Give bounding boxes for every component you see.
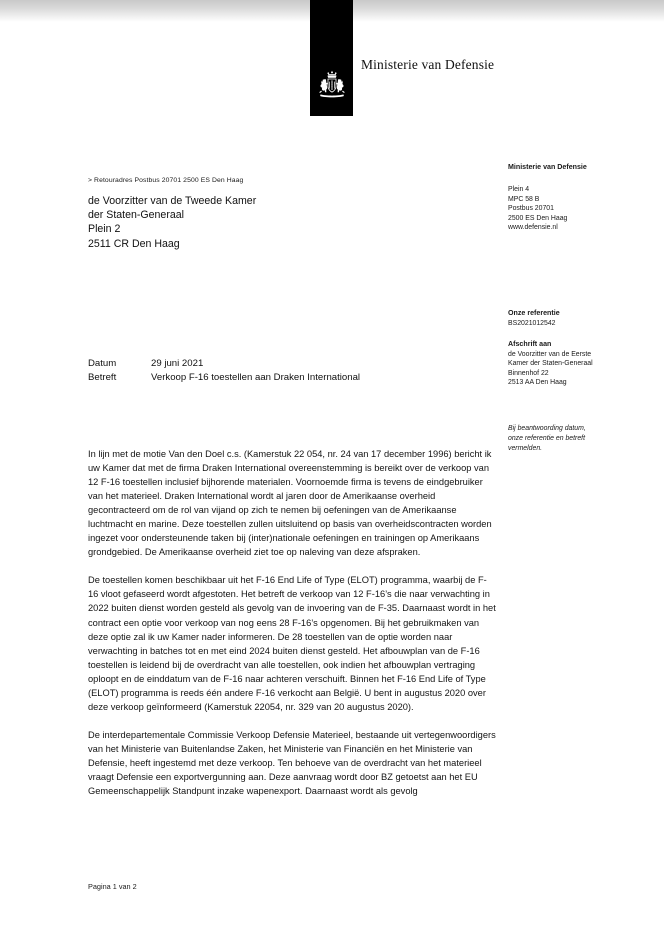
sidebar-organisation bbox=[508, 163, 658, 173]
subject-row bbox=[88, 371, 360, 385]
copy-to-line: de Voorzitter van de Eerste bbox=[508, 350, 592, 358]
date-label: Datum bbox=[88, 358, 117, 369]
reference-value: BS2021012542 bbox=[508, 319, 556, 327]
masthead bbox=[0, 0, 664, 130]
sidebar-reply-note bbox=[508, 424, 658, 453]
netherlands-coat-of-arms-icon bbox=[310, 66, 353, 112]
sidebar-website[interactable]: www.defensie.nl bbox=[508, 224, 558, 232]
date-value: 29 juni 2021 bbox=[151, 358, 204, 369]
reply-note-line: vermelden. bbox=[508, 444, 543, 452]
letter-body bbox=[88, 447, 496, 812]
reply-note-line: Bij beantwoording datum, bbox=[508, 425, 586, 432]
addressee-block bbox=[88, 194, 256, 251]
sidebar-reference-block bbox=[508, 309, 658, 328]
reply-note-line: onze referentie en betreft bbox=[508, 434, 585, 442]
addressee-line: Plein 2 bbox=[88, 223, 121, 236]
addressee-line: 2511 CR Den Haag bbox=[88, 237, 180, 250]
reference-label: Onze referentie bbox=[508, 309, 560, 317]
copy-to-line: 2513 AA Den Haag bbox=[508, 379, 567, 387]
sidebar-address-block bbox=[508, 185, 658, 233]
sidebar-address-line: Plein 4 bbox=[508, 186, 530, 193]
sidebar-address-line: Postbus 20701 bbox=[508, 205, 554, 213]
copy-to-line: Binnenhof 22 bbox=[508, 369, 549, 377]
sidebar-address-line: MPC 58 B bbox=[508, 195, 540, 203]
sidebar-address-line: 2500 ES Den Haag bbox=[508, 214, 568, 222]
sidebar-organisation-name: Ministerie van Defensie bbox=[508, 163, 587, 171]
ministry-wordmark: Ministerie van Defensie bbox=[361, 57, 495, 72]
subject-value: Verkoop F-16 toestellen aan Draken International bbox=[151, 372, 361, 383]
page-footer: Pagina 1 van 2 bbox=[88, 882, 137, 891]
addressee-line: de Voorzitter van de Tweede Kamer bbox=[88, 195, 257, 207]
subject-label: Betreft bbox=[88, 372, 117, 383]
letter-meta bbox=[88, 357, 360, 385]
addressee-line: der Staten-Generaal bbox=[88, 209, 184, 222]
body-paragraph: De toestellen komen beschikbaar uit het F-16 End Life of Type (ELOT) programma, waarbij de F-16 vloot gefaseerd wordt afgestoten. Het betreft de verkoop van 12 F-16’s die naar verwachting in 2022 buiten dienst worden gesteld als gevolg van de invoering van de F-35. Daarnaast wordt in het contract een optie voor verkoop van nog eens 28 F-16’s opgenomen. Bij het gebruikmaken van deze optie zal ik uw Kamer nader informeren. De 28 toestellen van de optie worden naar verwachting in batches tot en met eind 2024 buiten dienst gesteld. Het afbouwplan van de F-16 toestellen is leidend bij de overdracht van alle toestellen, ook indien het afbouwplan vertraging oploopt en de einddatum van de F-16 naar achteren verschuift. Binnen het F-16 End Life of Type (ELOT) programma is reeds één andere F-16 verkocht aan België. U bent in augustus 2020 over deze verkoop geïnformeerd (Kamerstuk 22054, nr. 329 van 20 augustus 2020). bbox=[88, 575, 496, 712]
sidebar-copy-block bbox=[508, 340, 658, 388]
copy-to-label: Afschrift aan bbox=[508, 340, 552, 348]
body-paragraph: De interdepartementale Commissie Verkoop Defensie Materieel, bestaande uit vertegenwoordigers van het Ministerie van Buitenlandse Zaken, het Ministerie van Financiën en het Ministerie van Defensie, heeft ingestemd met deze verkoop. Ten behoeve van de overdracht van het materieel vraagt Defensie een exportvergunning aan. Deze aanvraag wordt door BZ getoetst aan het EU Gemeenschappelijk Standpunt inzake wapenexport. Daarnaast wordt als gevolg bbox=[88, 729, 496, 797]
copy-to-line: Kamer der Staten-Generaal bbox=[508, 360, 593, 368]
body-paragraph: In lijn met de motie Van den Doel c.s. (Kamerstuk 22 054, nr. 24 van 17 december 1996) bericht ik uw Kamer dat met de firma Draken International overeenstemming is bereikt over de verkoop van 12 F-16 toestellen inclusief bijhorende materialen. Voornoemde firma is tevens de eindgebruiker van het materieel. Draken International wordt al jaren door de Amerikaanse overheid gecontracteerd om de rol van vijand op zich te nemen bij oefeningen van de Amerikaanse luchtmacht en marine. Deze toestellen zullen uitsluitend op basis van overheidscontracten worden ingezet voor ondersteunende taken bij (inter)nationale oefeningen en trainingen op Amerikaans grondgebied. De Amerikaanse overheid ziet toe op naleving van deze afspraken. bbox=[88, 449, 492, 558]
date-row bbox=[88, 357, 360, 371]
return-address-line: > Retouradres Postbus 20701 2500 ES Den Haag bbox=[88, 177, 244, 184]
